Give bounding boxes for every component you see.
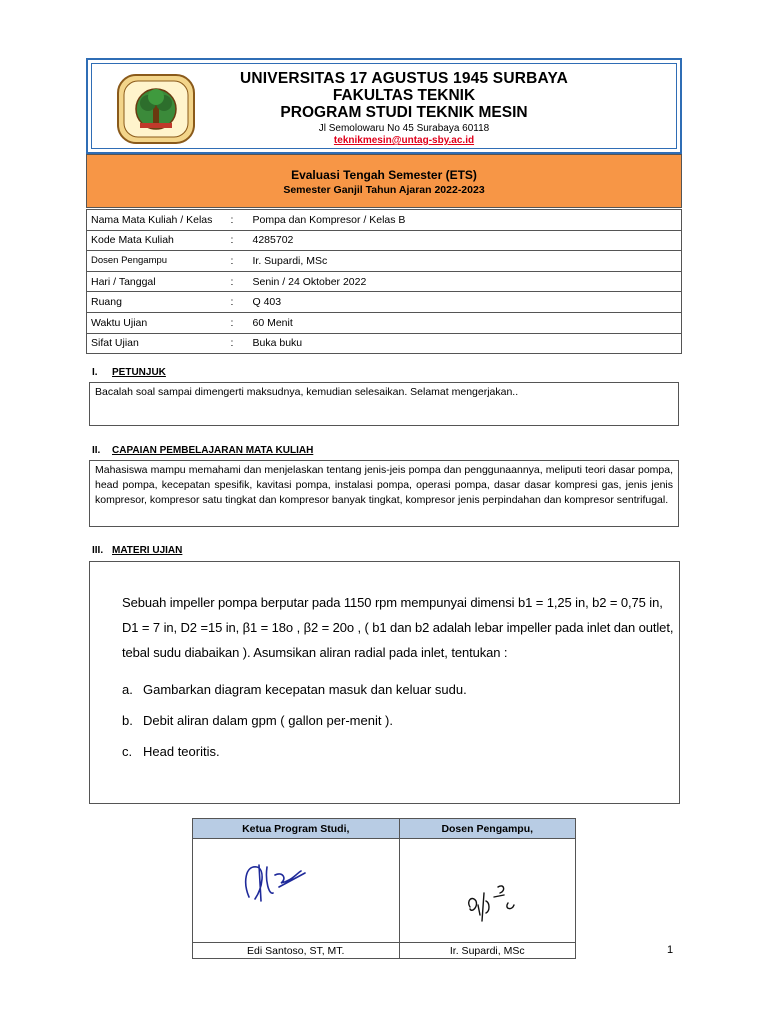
signature-right-icon [464,883,528,931]
info-colon: : [227,230,249,251]
table-row [87,210,682,231]
address: Jl Semolowaru No 45 Surabaya 60118 [318,123,490,134]
info-label: Nama Mata Kuliah / Kelas [87,210,227,231]
list-item [122,744,220,760]
info-colon: : [227,312,249,333]
page-number: 1 [667,944,674,956]
info-colon: : [227,333,249,354]
section-heading: CAPAIAN PEMBELAJARAN MATA KULIAH [112,445,314,456]
info-colon: : [227,292,249,313]
signature-table [192,818,576,959]
signer-name-left: Edi Santoso, ST, MT. [193,943,400,959]
table-row [87,292,682,313]
info-value: Ir. Supardi, MSc [249,251,682,272]
list-item [122,713,393,729]
table-row [87,312,682,333]
item-text: Head teoritis. [143,744,220,759]
petunjuk-text: Bacalah soal sampai dimengerti maksudnya, kemudian selesaikan. Selamat mengerjakan.. [95,386,519,398]
section-heading: PETUNJUK [112,367,166,378]
signer-name-right: Ir. Supardi, MSc [399,943,576,959]
exam-subtitle: Semester Ganjil Tahun Ajaran 2022-2023 [283,184,485,196]
faculty-name: FAKULTAS TEKNIK [332,87,476,104]
item-text: Gambarkan diagram kecepatan masuk dan keluar sudu. [143,682,467,697]
exam-info-table [86,209,682,354]
email-link[interactable]: teknikmesin@untag-sby.ac.id [333,135,475,146]
info-colon: : [227,251,249,272]
info-value: Senin / 24 Oktober 2022 [249,271,682,292]
section-number: II. [92,445,101,456]
sig-header-right: Dosen Pengampu, [399,819,576,839]
materi-box [89,561,680,804]
section-cpmk-title [92,445,313,456]
list-item [122,682,467,698]
letterhead [86,58,682,154]
signature-cell-right [399,839,576,943]
exam-banner [86,154,682,208]
section-number: III. [92,545,104,556]
info-label: Dosen Pengampu [87,251,227,272]
cpmk-text: Mahasiswa mampu memahami dan menjelaskan tentang jenis-jeis pompa dan penggunaannya, meliputi teori dasar pompa, head pompa, kecepatan spesifik, kavitasi pompa, instalasi pompa, operasi pompa, dasar dasar kompresi gas, jenis jenis kompresor, kompresor satu tingkat dan kompresor banyak tingkat, kompresor jenis perpindahan dan kompresor sentrifugal. [95,464,673,506]
item-label: a. [122,682,133,697]
info-colon: : [227,271,249,292]
section-materi-title [92,545,182,556]
item-label: c. [122,744,133,759]
info-value: Pompa dan Kompresor / Kelas B [249,210,682,231]
info-label: Sifat Ujian [87,333,227,354]
table-row [87,333,682,354]
exam-title: Evaluasi Tengah Semester (ETS) [291,168,477,182]
section-number: I. [92,367,98,378]
info-value: 60 Menit [249,312,682,333]
table-row [87,230,682,251]
letterhead-inner [91,63,677,149]
info-colon: : [227,210,249,231]
info-value: 4285702 [249,230,682,251]
program-name: PROGRAM STUDI TEKNIK MESIN [280,104,528,121]
section-heading: MATERI UJIAN [112,545,183,556]
item-label: b. [122,713,133,728]
sig-header-left: Ketua Program Studi, [193,819,400,839]
signature-cell-left [193,839,400,943]
info-label: Ruang [87,292,227,313]
table-row [87,271,682,292]
info-value: Buka buku [249,333,682,354]
cpmk-box [89,460,679,527]
university-name: UNIVERSITAS 17 AGUSTUS 1945 SURBAYA [239,70,568,87]
table-row [87,251,682,272]
info-label: Hari / Tanggal [87,271,227,292]
item-text: Debit aliran dalam gpm ( gallon per-menit ). [143,713,393,728]
info-label: Waktu Ujian [87,312,227,333]
petunjuk-box [89,382,679,426]
question-intro: Sebuah impeller pompa berputar pada 1150 rpm mempunyai dimensi b1 = 1,25 in, b2 = 0,75 in, D1 = 7 in, D2 =15 in, β1 = 18o , β2 = 20o , ( b1 dan b2 adalah lebar impeller pada inlet dan outlet, tebal sudu diabaikan ). Asumsikan aliran radial pada inlet, tentukan : [122,595,674,660]
section-petunjuk-title [92,367,166,378]
info-label: Kode Mata Kuliah [87,230,227,251]
info-value: Q 403 [249,292,682,313]
signature-left-icon [235,853,315,913]
